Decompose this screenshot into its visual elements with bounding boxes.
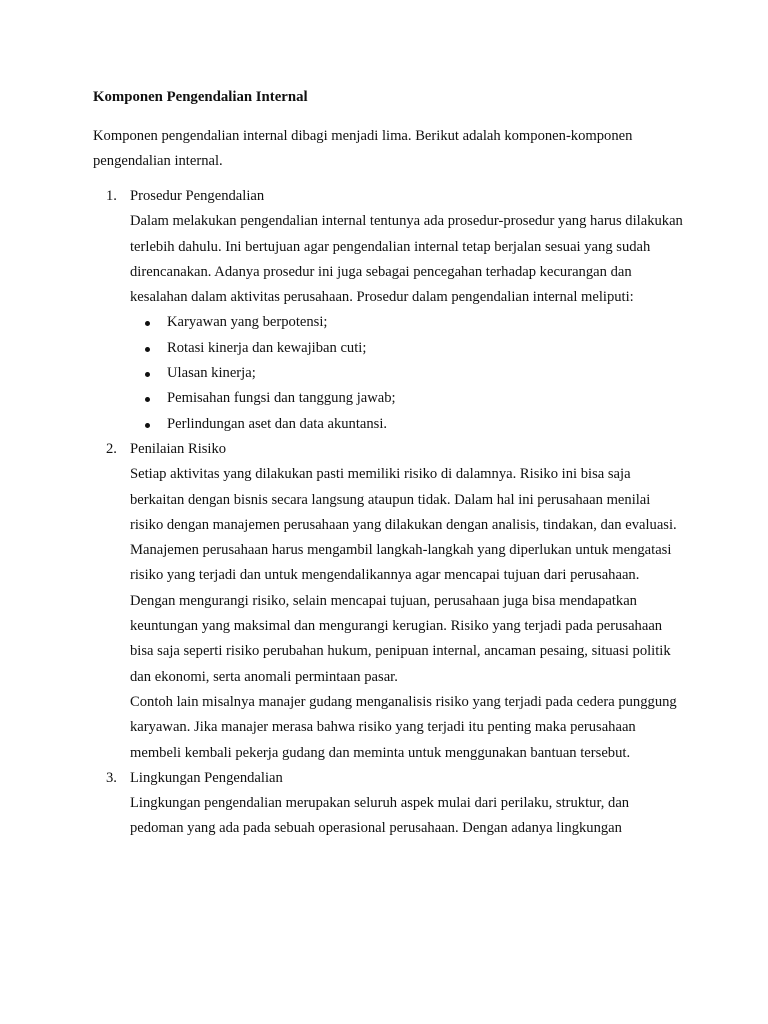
bullet-dot-icon bbox=[145, 321, 150, 326]
bullet-dot-icon bbox=[145, 423, 150, 428]
item-number: 2. bbox=[106, 440, 117, 457]
bullet-text: Ulasan kinerja; bbox=[167, 365, 256, 382]
document-title: Komponen Pengendalian Internal bbox=[93, 89, 308, 105]
bullet-list bbox=[130, 310, 693, 436]
bullet-item bbox=[130, 361, 693, 386]
bullet-item bbox=[130, 336, 693, 361]
bullet-dot-icon bbox=[145, 347, 150, 352]
bullet-text: Perlindungan aset dan data akuntansi. bbox=[167, 415, 388, 432]
item-paragraph: Dalam melakukan pengendalian internal tentunya ada prosedur-prosedur yang harus dilakukan terlebih dahulu. Ini bertujuan agar pengendalian internal tetap berjalan sesuai yang sudah direncanakan. Adanya prosedur ini juga sebagai pencegahan terhadap kecurangan dan kesalahan dalam aktivitas perusahaan. Prosedur dalam pengendalian internal meliputi: bbox=[130, 213, 683, 306]
bullet-text: Rotasi kinerja dan kewajiban cuti; bbox=[167, 339, 367, 356]
item-heading: Penilaian Risiko bbox=[130, 440, 227, 457]
bullet-text: Pemisahan fungsi dan tanggung jawab; bbox=[167, 390, 396, 407]
list-item bbox=[93, 437, 693, 766]
item-number: 1. bbox=[106, 188, 117, 204]
item-number: 3. bbox=[106, 769, 117, 786]
bullet-dot-icon bbox=[145, 397, 150, 402]
item-heading: Lingkungan Pengendalian bbox=[130, 769, 283, 786]
bullet-dot-icon bbox=[145, 372, 150, 377]
item-heading: Prosedur Pengendalian bbox=[130, 188, 265, 204]
bullet-item bbox=[130, 386, 693, 411]
list-item bbox=[93, 184, 693, 437]
bullet-item bbox=[130, 412, 693, 437]
component-list bbox=[93, 184, 693, 842]
item-paragraph: Setiap aktivitas yang dilakukan pasti memiliki risiko di dalamnya. Risiko ini bisa saja berkaitan dengan bisnis secara langsung ataupun tidak. Dalam hal ini perusahaan menilai risiko dengan manajemen perusahaan yang dilakukan dengan analisis, tindakan, dan evaluasi. bbox=[130, 466, 677, 533]
item-paragraph: Contoh lain misalnya manajer gudang menganalisis risiko yang terjadi pada cedera punggung karyawan. Jika manajer merasa bahwa risiko yang terjadi itu penting maka perusahaan membeli kembali pekerja gudang dan meminta untuk menggunakan bantuan tersebut. bbox=[130, 693, 677, 761]
list-item bbox=[93, 766, 693, 842]
intro-paragraph: Komponen pengendalian internal dibagi menjadi lima. Berikut adalah komponen-komponen pengendalian internal. bbox=[93, 128, 633, 170]
item-paragraph: Lingkungan pengendalian merupakan seluruh aspek mulai dari perilaku, struktur, dan pedoman yang ada pada sebuah operasional perusahaan. Dengan adanya lingkungan bbox=[130, 795, 630, 837]
item-paragraph: Manajemen perusahaan harus mengambil langkah-langkah yang diperlukan untuk mengatasi risiko yang terjadi dan untuk mengendalikannya agar mencapai tujuan dari perusahaan. Dengan mengurangi risiko, selain mencapai tujuan, perusahaan juga bisa mendapatkan keuntungan yang maksimal dan mengurangi kerugian. Risiko yang terjadi pada perusahaan bisa saja seperti risiko perubahan hukum, penipuan internal, ancaman pesaing, situasi politik dan ekonomi, serta anomali permintaan pasar. bbox=[130, 542, 672, 685]
bullet-text: Karyawan yang berpotensi; bbox=[167, 314, 328, 331]
bullet-item bbox=[130, 310, 693, 335]
